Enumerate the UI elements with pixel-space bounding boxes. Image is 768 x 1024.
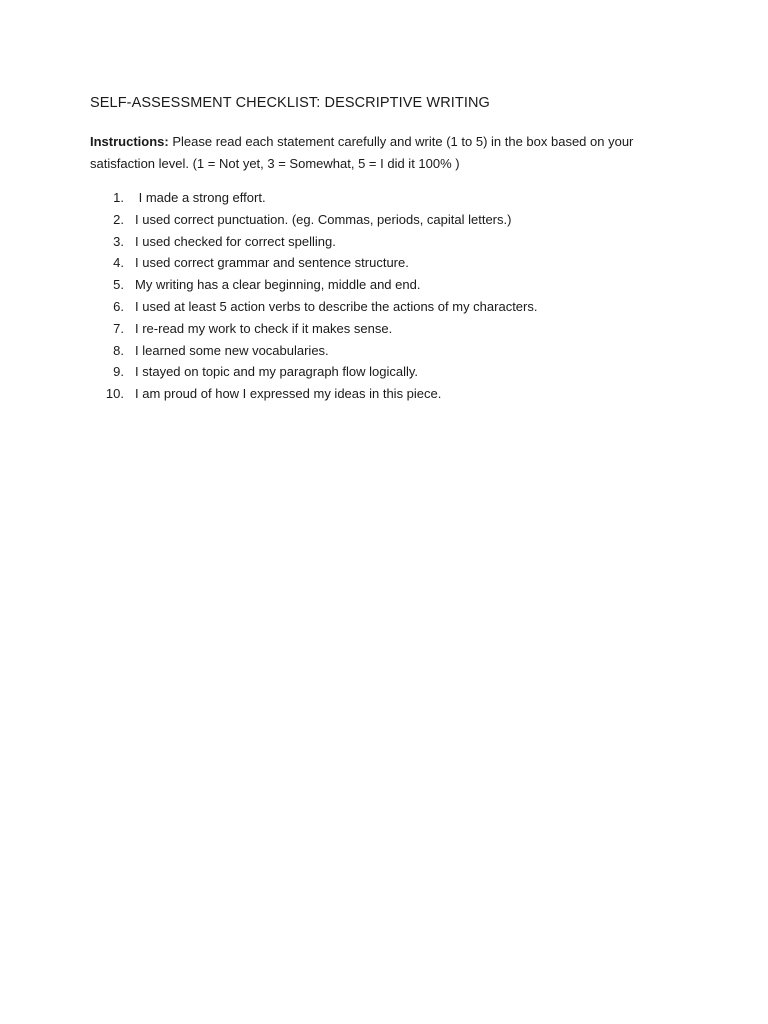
item-number: 7. — [113, 320, 124, 336]
item-text: I learned some new vocabularies. — [135, 342, 329, 358]
page-title: SELF-ASSESSMENT CHECKLIST: DESCRIPTIVE WRITING — [90, 95, 490, 111]
item-number: 6. — [113, 298, 124, 314]
item-text: I am proud of how I expressed my ideas in this piece. — [135, 386, 442, 402]
item-text: I used at least 5 action verbs to describe the actions of my characters. — [135, 298, 538, 314]
item-number: 2. — [113, 211, 124, 227]
item-number: 8. — [113, 342, 124, 358]
item-text: I made a strong effort. — [135, 190, 266, 205]
item-number: 9. — [113, 364, 124, 380]
item-number: 10. — [105, 386, 124, 402]
item-number: 1. — [113, 190, 124, 205]
instructions-label: Instructions: — [90, 134, 169, 149]
item-number: 5. — [113, 277, 124, 293]
item-text: I used checked for correct spelling. — [135, 233, 336, 249]
item-text: I re-read my work to check if it makes sense. — [135, 320, 393, 336]
item-text: I used correct grammar and sentence structure. — [135, 255, 409, 271]
item-text: I used correct punctuation. (eg. Commas, periods, capital letters.) — [135, 211, 512, 227]
instructions-paragraph — [90, 131, 690, 175]
instructions-text: Please read each statement carefully and write (1 to 5) in the box based on your satisfaction level. (1 = Not yet, 3 = Somewhat, 5 = I did it 100% ) — [90, 134, 634, 171]
item-number: 4. — [113, 255, 124, 271]
item-number: 3. — [113, 233, 124, 249]
item-text: I stayed on topic and my paragraph flow logically. — [135, 364, 419, 380]
item-text: My writing has a clear beginning, middle and end. — [135, 277, 421, 293]
